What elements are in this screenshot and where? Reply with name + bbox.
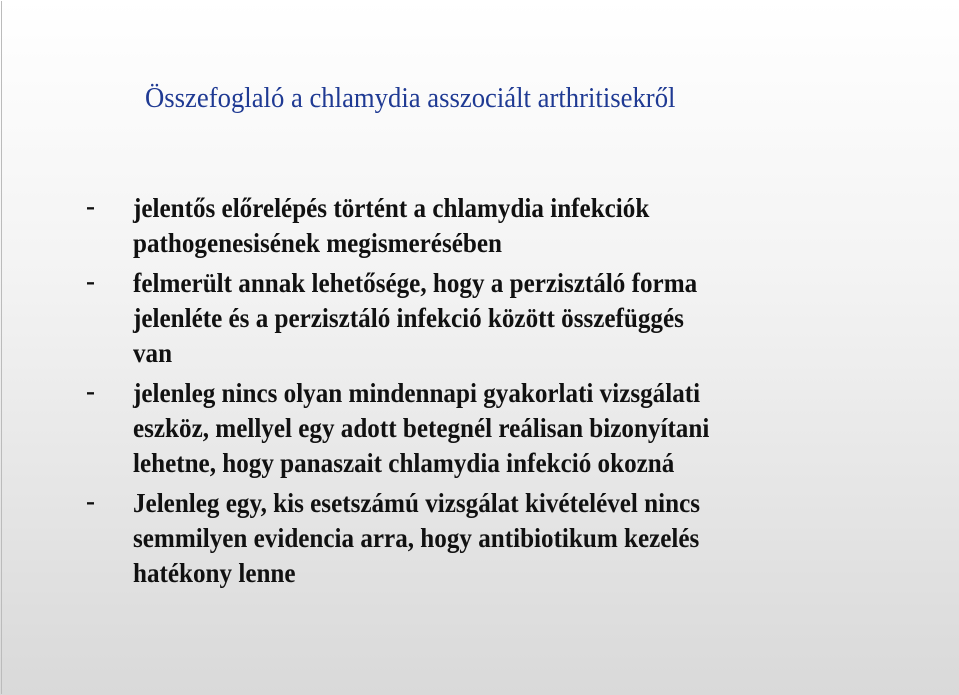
bullet-3-line-3: lehetne, hogy panaszait chlamydia infekció okozná [133,448,675,478]
bullet-4-line-3: hatékony lenne [133,558,296,588]
bullet-4-line-2: semmilyen evidencia arra, hogy antibiotikum kezelés [133,523,700,553]
bullet-3-line-2: eszköz, mellyel egy adott betegnél reálisan bizonyítani [133,413,710,443]
bullet-marker: - [86,376,95,406]
bullet-marker: - [86,191,95,221]
bullet-2-line-3: van [133,338,173,368]
bullet-2-line-1: felmerült annak lehetősége, hogy a perzisztáló forma [133,268,698,298]
slide-title: Összefoglaló a chlamydia asszociált arthritisekről [145,82,676,114]
bullet-2-line-2: jelenléte és a perzisztáló infekció között összefüggés [133,303,684,333]
bullet-1-line-2: pathogenesisének megismerésében [133,228,502,258]
bullet-marker: - [86,486,95,516]
bullet-marker: - [86,266,95,296]
bullet-4-line-1: Jelenleg egy, kis esetszámú vizsgálat kivételével nincs [133,488,700,518]
bullet-1-line-1: jelentős előrelépés történt a chlamydia infekciók [133,193,650,223]
bullet-3-line-1: jelenleg nincs olyan mindennapi gyakorlati vizsgálati [133,378,701,408]
